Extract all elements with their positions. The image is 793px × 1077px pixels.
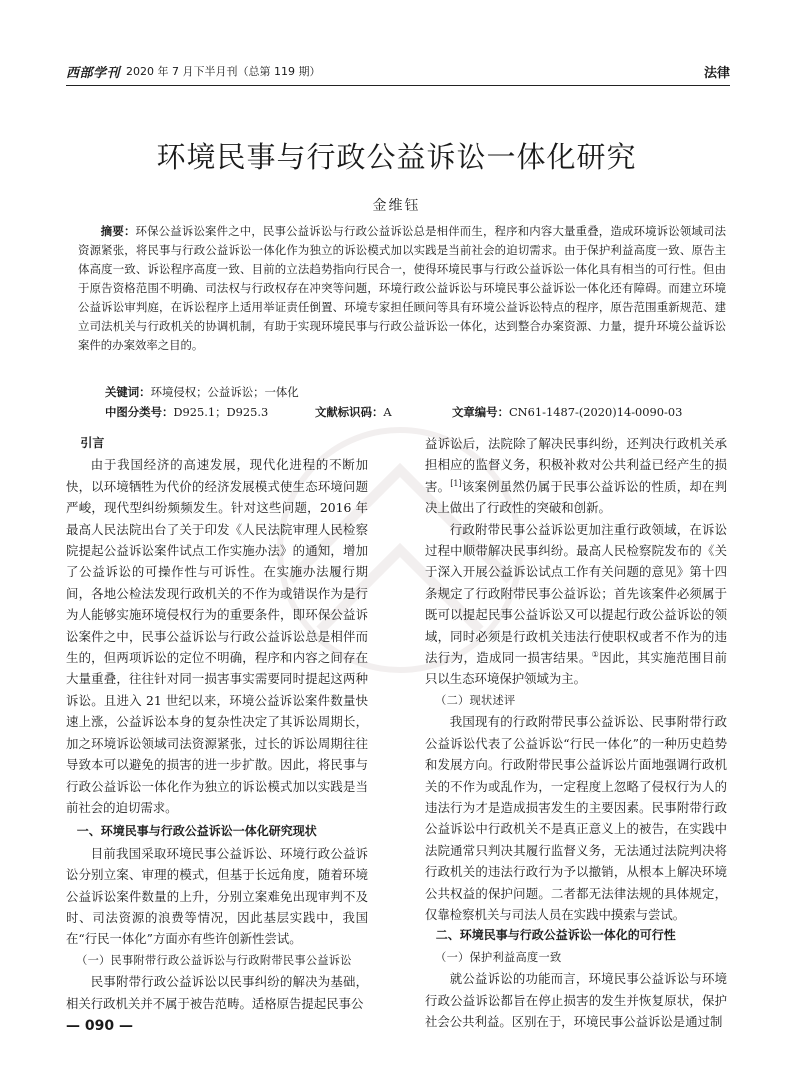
header-rule	[66, 85, 730, 86]
subsection-3-heading: （一）保护利益高度一致	[435, 950, 562, 964]
paper-author: 金维钰	[372, 198, 421, 214]
right-paragraph-1	[425, 433, 727, 519]
abstract-label: 摘要：	[100, 224, 136, 238]
section-2-heading: 二、环境民事与行政公益诉讼一体化的可行性	[435, 928, 676, 943]
classification-label: 中图分类号：	[105, 405, 174, 419]
citation-ref: [1]	[450, 478, 462, 488]
subsection-1-paragraph: 民事附带行政公益诉讼以民事纠纷的解决为基础，相关行政机关并不属于被告范畴。适格原告提起民事公	[66, 974, 368, 1011]
page-number: — 090 —	[66, 1018, 133, 1034]
right-p2-text: 行政附带民事公益诉讼更加注重行政领域，在诉讼过程中顺带解决民事纠纷。最高人民检察院发布的《关于深入开展公益诉讼试点工作有关问题的意见》第十四条规定了行政附带民事公益诉讼；首先该案件必须属于既可以提起民事公益诉讼又可以提起行政公益诉讼的领域，同时必须是行政机关违法行使职权或者不作为的违法行为，造成同一损害结果。	[425, 521, 727, 666]
article-number-label: 文章编号：	[452, 405, 509, 419]
classification	[105, 404, 268, 420]
journal-logo: 西部学刊	[66, 66, 121, 81]
right-paragraph-4: 就公益诉讼的功能而言，环境民事公益诉讼与环境行政公益诉讼都旨在停止损害的发生并恢复原状，保护社会公共利益。区别在于，环境民事公益诉讼是通过制	[425, 971, 727, 1029]
footnote-ref: ①	[591, 649, 600, 659]
section-label: 法律	[703, 66, 730, 81]
running-header	[66, 62, 730, 84]
right-p2-tail: 因此，其实施范围目前只以生态环境保护领域为主。	[425, 650, 728, 687]
paper-title: 环境民事与行政公益诉讼一体化研究	[156, 140, 637, 174]
keywords-text: 环境侵权；公益诉讼；一体化	[150, 385, 299, 399]
keywords-label: 关键词：	[105, 385, 151, 399]
classification-value: D925.1；D925.3	[173, 405, 269, 419]
abstract-text: 环保公益诉讼案件之中，民事公益诉讼与行政公益诉讼总是相伴而生，程序和内容大量重叠，造成环境诉讼领域司法资源紧张，将民事与行政公益诉讼一体化作为独立的诉讼模式加以实践是当前社会的迫切需求。由于保护利益高度一致、原告主体高度一致、诉讼程序高度一致、目前的立法趋势指向行民合一，使得环境民事与行政公益诉讼一体化具有相当的可行性。但由于原告资格范围不明确、司法权与行政权存在冲突等问题，环境行政公益诉讼与环境民事公益诉讼一体化还有障碍。而建立环境公益诉讼审判庭，在诉讼程序上适用举证责任倒置、环境专家担任顾问等具有环境公益诉讼特点的程序，原告范围重新规范、建立司法机关与行政机关的协调机制，有助于实现环境民事与行政公益诉讼一体化，达到整合办案资源、力量，提升环境公益诉讼案件的办案效率之目的。	[78, 224, 726, 352]
right-paragraph-2	[425, 519, 727, 690]
subsection-2-heading: （二）现状述评	[435, 693, 516, 707]
left-column	[66, 433, 368, 1014]
keywords	[105, 384, 299, 400]
right-p1-tail: 该案例虽然仍属于民事公益诉讼的性质，却在判决上做出了行政性的突破和创新。	[425, 478, 728, 516]
section-1-paragraph: 目前我国采取环境民事公益诉讼、环境行政公益诉讼分别立案、审理的模式，但基于长远角度，随着环境公益诉讼案件数量的上升，分别立案难免出现审判不及时、司法资源的浪费等情况，因此基层实践中，我国在“行民一体化”方面亦有些许创新性尝试。	[66, 845, 368, 947]
article-number	[452, 404, 682, 420]
article-number-value: CN61-1487-(2020)14-0090-03	[508, 405, 683, 419]
intro-heading: 引言	[80, 436, 105, 450]
right-column	[425, 433, 727, 1032]
subsection-1-heading: （一）民事附带行政公益诉讼与行政附带民事公益诉讼	[76, 953, 352, 967]
issue-info: 2020 年 7 月下半月刊（总第 119 期）	[126, 65, 321, 78]
doc-code-label: 文献标识码：	[315, 405, 384, 419]
abstract	[78, 222, 726, 355]
doc-code	[315, 404, 392, 420]
section-1-heading: 一、环境民事与行政公益诉讼一体化研究现状	[76, 824, 317, 839]
right-paragraph-3: 我国现有的行政附带民事公益诉讼、民事附带行政公益诉讼代表了公益诉讼“行民一体化”的一种历史趋势和发展方向。行政附带民事公益诉讼片面地强调行政机关的不作为或乱作为，一定程度上忽略了侵权行为人的违法行为才是造成损害发生的主要因素。民事附带行政公益诉讼中行政机关不是真正意义上的被告，在实践中法院通常只判决其履行监督义务，无法通过法院判决将行政机关的违法行政行为予以撤销，从根本上解决环境公共权益的保护问题。二者都无法律法规的具体规定，仅靠检察机关与司法人员在实践中摸索与尝试。	[425, 714, 727, 922]
intro-paragraph: 由于我国经济的高速发展，现代化进程的不断加快，以环境牺牲为代价的经济发展模式使生态环境问题严峻，现代型纠纷频频发生。针对这些问题，2016 年最高人民法院出台了关于印发《人民法院审理人民检察院提起公益诉讼案件试点工作实施办法》的通知，增加了公益诉讼的可操作性与可诉性。在实施办法履行期间，各地公检法发现行政机关的不作为或错误作为是行为人能够实施环境侵权行为的重要条件，即环保公益诉讼案件之中，民事公益诉讼与行政公益诉讼总是相伴而生的，但两项诉讼的定位不明确，程序和内容之间存在大量重叠，往往针对同一损害事实需要同时提起这两种诉讼。且进入 21 世纪以来，环境公益诉讼案件数量快速上涨，公益诉讼本身的复杂性决定了其诉讼周期长，加之环境诉讼领域司法资源紧张，过长的诉讼周期往往导致本可以避免的损害的进一步扩散。因此，将民事与行政公益诉讼一体化作为独立的诉讼模式加以实践是当前社会的迫切需求。	[66, 457, 368, 815]
doc-code-value: A	[383, 405, 392, 419]
right-p1-text: 益诉讼后，法院除了解决民事纠纷，还判决行政机关承担相应的监督义务，积极补救对公共利益已经产生的损害。	[425, 436, 727, 494]
